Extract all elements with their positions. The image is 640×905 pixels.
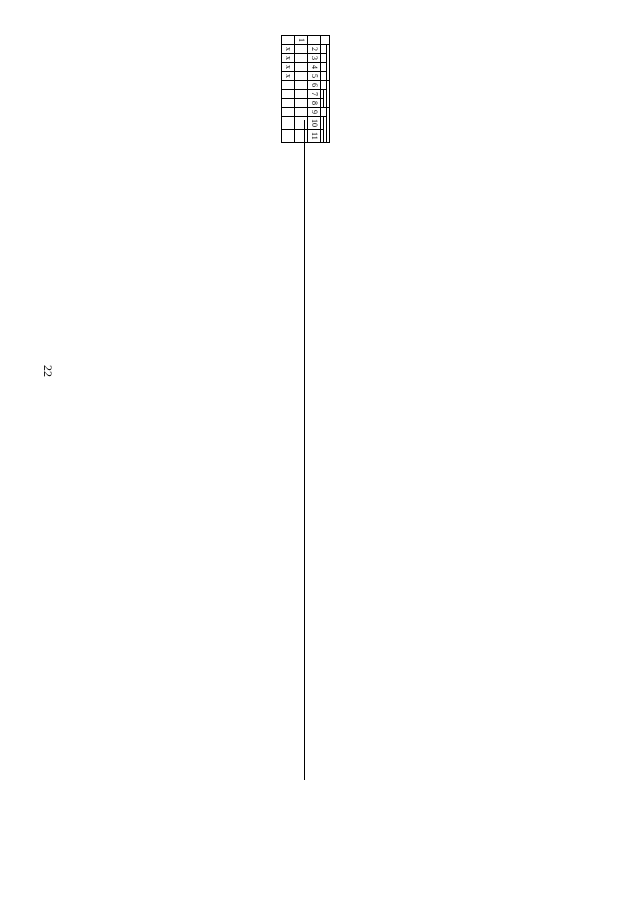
row-1-cell-7 (295, 90, 308, 99)
header-cow-value (324, 90, 327, 108)
total-cell-2: x (282, 45, 295, 54)
header-document (327, 45, 330, 81)
row-1-cell-4 (295, 63, 308, 72)
col-number-10: 10 (308, 117, 321, 130)
total-cell-6 (282, 81, 295, 90)
header-cow-volume (321, 81, 327, 90)
col-number-11: 11 (308, 130, 321, 143)
row-1-cell-6 (295, 81, 308, 90)
total-cell-5: x (282, 72, 295, 81)
total-cell-9 (282, 108, 295, 117)
total-cell-10 (282, 117, 295, 130)
header-goat-value (324, 117, 327, 143)
col-number-7: 7 (308, 90, 321, 99)
row-1-cell-2 (295, 45, 308, 54)
producer-underline (304, 120, 305, 780)
col-number-2: 2 (308, 45, 321, 54)
total-cell-11 (282, 130, 295, 143)
header-code (321, 36, 330, 45)
header-cow-total (321, 90, 324, 99)
row-1-cell-9 (295, 108, 308, 117)
header-date (321, 63, 327, 72)
row-1-cell-1: 1 (295, 36, 308, 45)
header-goat-total (321, 117, 324, 130)
header-cow-milk (327, 81, 330, 108)
col-number-6: 6 (308, 81, 321, 90)
header-number (321, 72, 327, 81)
header-goat-volume (321, 108, 327, 117)
header-goat-milk (327, 108, 330, 143)
col-number-5: 5 (308, 72, 321, 81)
total-cell-3: x (282, 54, 295, 63)
header-organization (321, 45, 327, 54)
header-goat-per-kg (321, 130, 324, 143)
total-cell-8 (282, 99, 295, 108)
row-1-cell-8 (295, 99, 308, 108)
total-label (282, 36, 295, 45)
col-number-1 (308, 36, 321, 45)
col-number-9: 9 (308, 108, 321, 117)
row-1-cell-11 (295, 130, 308, 143)
col-number-4: 4 (308, 63, 321, 72)
register-table (281, 35, 330, 143)
row-1-cell-5 (295, 72, 308, 81)
col-number-3: 3 (308, 54, 321, 63)
page-number: 22 (41, 365, 55, 377)
total-cell-7 (282, 90, 295, 99)
header-kind (321, 54, 327, 63)
header-cow-per-kg (321, 99, 324, 108)
row-1-cell-3 (295, 54, 308, 63)
row-1-cell-10 (295, 117, 308, 130)
col-number-8: 8 (308, 99, 321, 108)
total-cell-4: x (282, 63, 295, 72)
